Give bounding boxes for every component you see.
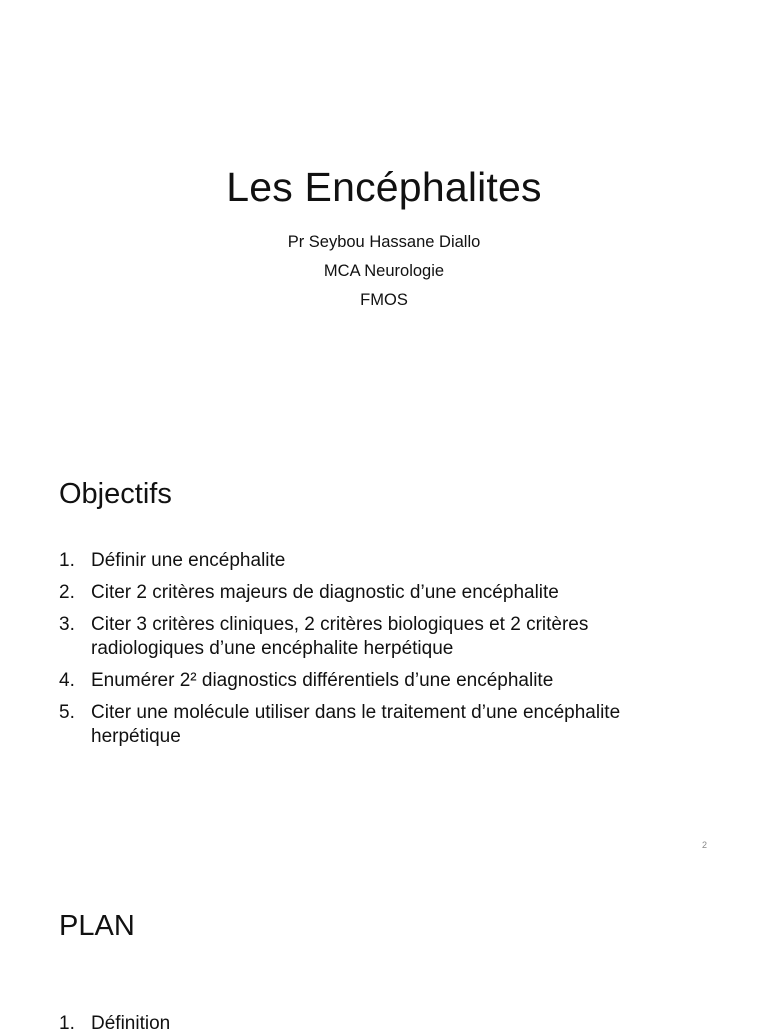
title-slide xyxy=(0,0,768,420)
item-number: 5. xyxy=(59,702,75,723)
item-number: 2. xyxy=(59,582,75,603)
item-number: 4. xyxy=(59,670,75,691)
objectives-heading: Objectifs xyxy=(59,478,172,510)
item-text: Citer 3 critères cliniques, 2 critères biologiques et 2 critères radiologiques d’une encéphalite herpétique xyxy=(91,614,589,659)
author-institution: FMOS xyxy=(360,291,408,309)
list-item xyxy=(59,669,699,693)
presentation-title: Les Encéphalites xyxy=(226,164,542,210)
list-item xyxy=(59,549,699,573)
item-number: 1. xyxy=(59,1013,75,1034)
item-text: Citer 2 critères majeurs de diagnostic d’une encéphalite xyxy=(91,582,559,603)
objectives-list xyxy=(59,549,699,757)
item-number: 1. xyxy=(59,550,75,571)
plan-slide xyxy=(0,860,768,1034)
item-text: Définition xyxy=(91,1013,171,1034)
item-text: Enumérer 2² diagnostics différentiels d’une encéphalite xyxy=(91,670,554,691)
plan-list xyxy=(59,1012,170,1036)
author-name: Pr Seybou Hassane Diallo xyxy=(287,233,481,251)
item-number: 3. xyxy=(59,614,75,635)
author-role: MCA Neurologie xyxy=(323,262,445,280)
item-text: Citer une molécule utiliser dans le traitement d’une encéphalite herpétique xyxy=(91,702,621,747)
list-item xyxy=(59,1012,170,1036)
plan-heading: PLAN xyxy=(59,910,135,942)
list-item xyxy=(59,701,699,749)
list-item xyxy=(59,613,699,661)
list-item xyxy=(59,581,699,605)
author-info xyxy=(0,228,768,315)
objectives-slide xyxy=(0,430,768,850)
page-number: 2 xyxy=(702,840,708,850)
item-text: Définir une encéphalite xyxy=(91,550,286,571)
